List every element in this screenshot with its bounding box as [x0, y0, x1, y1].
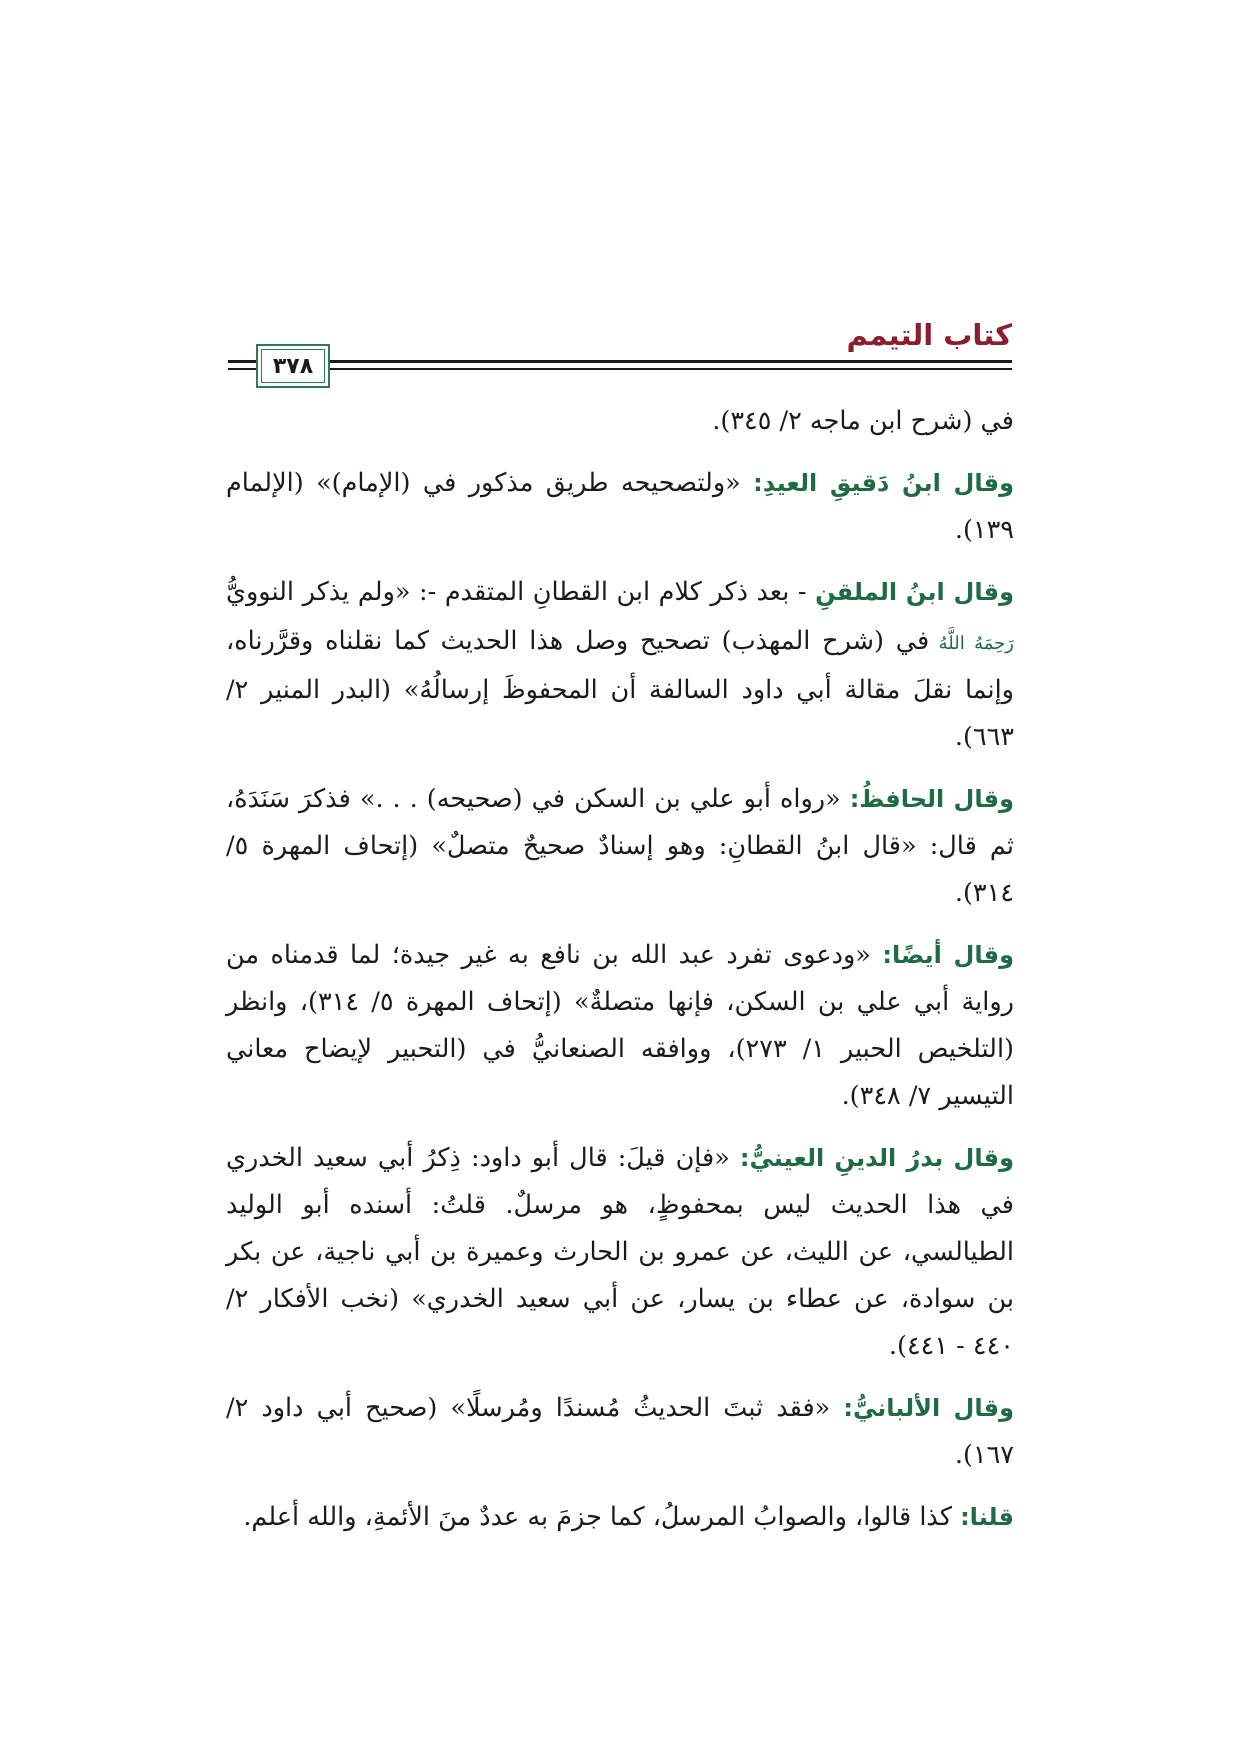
book-title: كتاب التيمم — [846, 318, 1012, 352]
paragraph-2 — [226, 460, 1014, 554]
paragraph-4 — [226, 776, 1014, 917]
paragraph-6 — [226, 1135, 1014, 1370]
paragraph-text: «ولتصحيحه طريق مذكور في (الإمام)» (الإلمام ١٣٩). — [226, 468, 1014, 545]
page-number: ٣٧٨ — [261, 349, 325, 383]
paragraph-5 — [226, 932, 1014, 1120]
header-rule-bottom — [228, 368, 1012, 370]
paragraph-7 — [226, 1385, 1014, 1479]
speaker-label: وقال أيضًا: — [882, 941, 1015, 969]
page-body — [226, 398, 1014, 1556]
page-number-badge — [256, 344, 330, 388]
speaker-label: وقال ابنُ دَقيقِ العيدِ: — [753, 469, 1015, 497]
paragraph-1 — [226, 398, 1014, 445]
page-header — [228, 318, 1012, 398]
paragraph-text-continued: في (شرح المهذب) تصحيح وصل هذا الحديث كما نقلناه وقرَّرناه، وإنما نقلَ مقالة أبي داود السالفة أن المحفوظَ إرسالُهُ» (البدر المنير ٢/ ٦٦٣). — [226, 626, 1014, 752]
honorific-glyph: رَحِمَهُ اللَّهُ — [929, 633, 1014, 654]
paragraph-text: «ودعوى تفرد عبد الله بن نافع به غير جيدة؛ لما قدمناه من رواية أبي علي بن السكن، فإنها متصلةٌ» (إتحاف المهرة ٥/ ٣١٤)، وانظر (التلخيص الحبير ١/ ٢٧٣)، ووافقه الصنعانيُّ في (التحبير لإيضاح معاني التيسير ٧/ ٣٤٨). — [226, 940, 1014, 1111]
paragraph-text: كذا قالوا، والصوابُ المرسلُ، كما جزمَ به عددٌ منَ الأئمةِ، والله أعلم. — [243, 1502, 961, 1532]
speaker-label: وقال الألبانيُّ: — [843, 1394, 1014, 1422]
speaker-label: وقال ابنُ الملقنِ — [815, 578, 1015, 606]
header-rule-top — [228, 360, 1012, 363]
paragraph-text: - بعد ذكر كلام ابن القطانِ المتقدم -: «ولم يذكر النوويُّ — [226, 577, 816, 607]
paragraph-3 — [226, 569, 1014, 761]
paragraph-text: «فقد ثبتَ الحديثُ مُسندًا ومُرسلًا» (صحيح أبي داود ٢/ ١٦٧). — [226, 1393, 1014, 1470]
speaker-label: وقال الحافظُ: — [849, 785, 1014, 813]
paragraph-8 — [226, 1494, 1014, 1541]
speaker-label: وقال بدرُ الدينِ العينيُّ: — [739, 1144, 1014, 1172]
speaker-label: قلنا: — [960, 1503, 1014, 1531]
paragraph-text: «فإن قيلَ: قال أبو داود: ذِكرُ أبي سعيد الخدري في هذا الحديث ليس بمحفوظٍ، هو مرسلٌ. قلتُ: أسنده أبو الوليد الطيالسي، عن الليث، عن عمرو بن الحارث وعميرة بن أبي ناجية، عن بكر بن سوادة، عن عطاء بن يسار، عن أبي سعيد الخدري» (نخب الأفكار ٢/ ٤٤٠ - ٤٤١). — [226, 1143, 1014, 1361]
paragraph-text: في (شرح ابن ماجه ٢/ ٣٤٥). — [712, 406, 1014, 436]
paragraph-text: «رواه أبو علي بن السكن في (صحيحه) . . .» فذكرَ سَنَدَهُ، ثم قال: «قال ابنُ القطانِ: وهو إسنادٌ صحيحٌ متصلٌ» (إتحاف المهرة ٥/ ٣١٤). — [226, 784, 1014, 908]
